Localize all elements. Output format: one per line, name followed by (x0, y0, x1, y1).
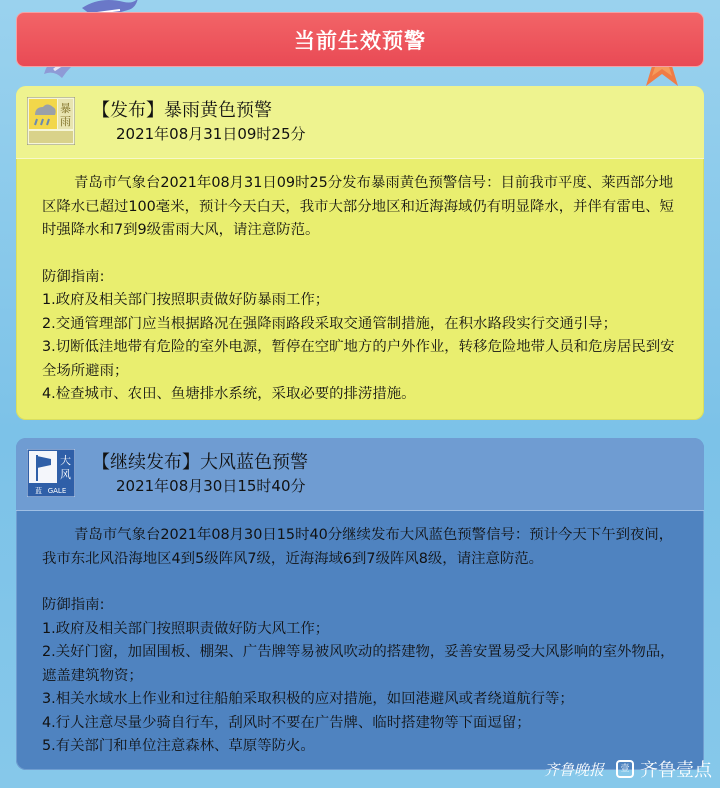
warning-title: 【发布】暴雨黄色预警 (92, 100, 272, 121)
warning-card-gale[interactable] (16, 438, 704, 770)
icon-text-line2: 雨 (60, 115, 71, 128)
warning-description: 青岛市气象台2021年08月30日15时40分继续发布大风蓝色预警信号：预计今天下午到夜间，我市东北风沿海地区4到5级阵风7级，近海海域6到7级阵风8级，请注意防范。 (42, 527, 674, 567)
guide-item: 2.交通管理部门应当根据路况在强降雨路段采取交通管制措施，在积水路段实行交通引导； (42, 315, 617, 332)
guide-item: 1.政府及相关部门按照职责做好防暴雨工作； (42, 292, 330, 308)
warning-body (16, 511, 704, 759)
guide-item: 4.行人注意尽量少骑自行车，刮风时不要在广告牌、临时搭建物等下面逗留； (42, 714, 531, 731)
icon-text-line1: 暴 (60, 102, 71, 115)
warning-card-header (16, 86, 704, 159)
guide-title: 防御指南: (42, 268, 105, 285)
gale-blue-warning-icon (27, 449, 75, 497)
guide-item: 2.关好门窗，加固围板、棚架、广告牌等易被风吹动的搭建物，妥善安置易受大风影响的室外物品，遮盖建筑物资； (42, 644, 675, 684)
warning-time: 2021年08月30日15时40分 (116, 477, 306, 495)
warning-title: 【继续发布】大风蓝色预警 (92, 452, 308, 473)
guide-item: 4.检查城市、农田、鱼塘排水系统，采取必要的排涝措施。 (42, 386, 416, 402)
warning-card-rainstorm[interactable] (16, 86, 704, 420)
page-title: 当前生效预警 (294, 28, 426, 53)
icon-text-small: 蓝 (35, 487, 42, 495)
guide-item: 5.有关部门和单位注意森林、草原等防火。 (42, 738, 315, 754)
warning-body (16, 159, 704, 407)
warning-time: 2021年08月31日09时25分 (116, 125, 306, 143)
icon-text-en: GALE (47, 487, 67, 495)
qilu-yidian-logo-icon: 壹 (616, 760, 634, 778)
icon-text-line1: 大 (60, 454, 71, 467)
warning-description: 青岛市气象台2021年08月31日09时25分发布暴雨黄色预警信号：目前我市平度、莱西部分地区降水已超过100毫米，预计今天白天，我市大部分地区和近海海域仍有明显降水，并伴有雷电、短时强降水和7到9级雷雨大风，请注意防范。 (42, 175, 674, 238)
watermark-brand-qilu-evening: 齐鲁晚报 (543, 760, 604, 779)
guide-item: 1.政府及相关部门按照职责做好防大风工作； (42, 620, 330, 637)
guide-title: 防御指南: (42, 597, 105, 613)
warning-card-header (16, 438, 704, 511)
guide-item: 3.切断低洼地带有危险的室外电源，暂停在空旷地方的户外作业，转移危险地带人员和危房居民到安全场所避雨； (42, 339, 675, 379)
guide-item: 3.相关水域水上作业和过往船舶采取积极的应对措施，如回港避风或者绕道航行等； (42, 691, 574, 707)
watermark (544, 756, 712, 782)
icon-text-line2: 风 (60, 468, 71, 481)
rainstorm-yellow-warning-icon (27, 97, 75, 145)
page-title-banner (16, 12, 704, 67)
watermark-brand-qilu-yidian: 齐鲁壹点 (640, 760, 712, 781)
